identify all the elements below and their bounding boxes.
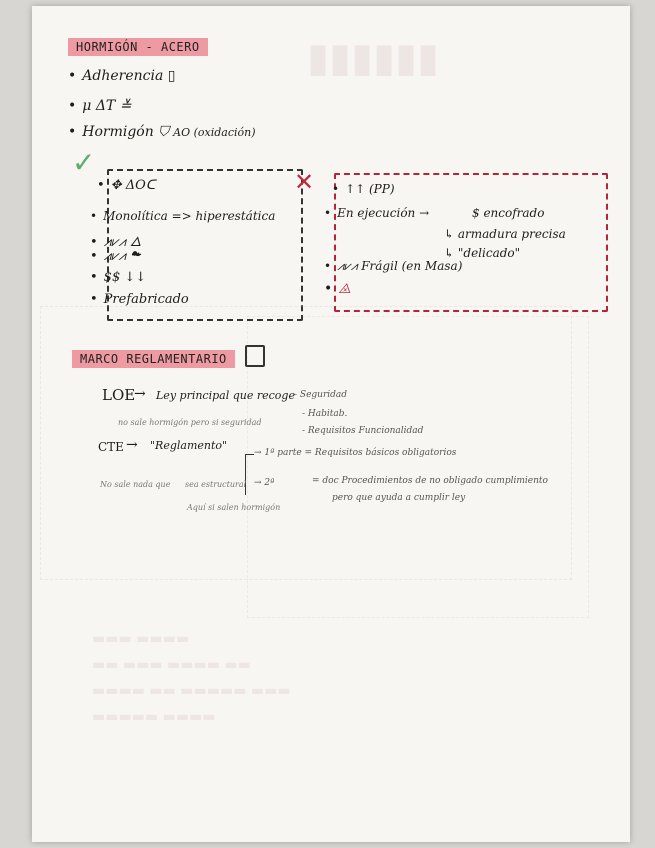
cte-label: CTE — [98, 440, 124, 454]
section-title-marco: MARCO REGLAMENTARIO — [72, 350, 235, 368]
advantage-fire: • ⩘⩗⩘ 🜂 — [90, 235, 142, 250]
cte-arrow: → — [126, 437, 138, 453]
disadvantage-crossed: • ⨻ — [324, 281, 351, 297]
crossed-triangle-icon: ⨻ — [338, 281, 351, 297]
loe-item-funcionalidad: - Requisitos Funcionalidad — [302, 426, 424, 436]
equal-icon: ≚ — [119, 98, 132, 114]
fire-icon: 🜂 — [129, 235, 142, 250]
item-hormigon: • Hormigón ⛉ AO (oxidación) — [68, 124, 256, 140]
cloud-sun-icon: ☁ — [129, 249, 141, 264]
loe-item-habitab: - Habitab. — [302, 409, 348, 419]
note-hormigon: Aquí si salen hormigón — [187, 503, 281, 512]
bleed-through-block: ▬▬▬ ▬▬▬▬ ▬▬ ▬▬▬ ▬▬▬▬ ▬▬ ▬▬▬▬ ▬▬ ▬▬▬▬▬ ▬▬▬ ▬▬▬▬▬ ▬▬▬▬ — [92, 631, 291, 725]
bandage-icon: ▯ — [167, 68, 176, 84]
disadvantage-armadura: ↳ armadura precisa — [444, 227, 566, 241]
note-no-sale: No sale nada que sea estructural — [100, 480, 247, 489]
bleed-through-frame-2 — [247, 316, 589, 618]
loe-desc: Ley principal que recoge — [156, 389, 295, 402]
item-adherencia: • Adherencia ▯ — [68, 68, 176, 84]
section-title-hormigon-acero: HORMIGÓN - ACERO — [68, 38, 208, 56]
disadvantage-fragil: • ⩘⩗⩘ Frágil (en Masa) — [324, 259, 463, 273]
check-mark: ✓ — [72, 146, 96, 179]
cte-parte1: → 1ª parte = Requisitos básicos obligatorios — [254, 448, 457, 458]
loe-arrow: → — [134, 386, 146, 402]
shield-icon: ⛉ — [158, 124, 169, 140]
resistor-icon-2: ⩘⩗⩘ — [103, 249, 126, 264]
advantage-monolitica: • Monolítica => hiperestática — [90, 209, 276, 223]
bleed-through-title: ▮▮▮▮▮▮ — [307, 34, 440, 81]
paper-sheet — [32, 6, 630, 842]
disadvantage-delicado: ↳ "delicado" — [444, 246, 521, 260]
advantage-cost: • $$ ↓↓ — [90, 270, 147, 285]
advantage-weather: • ⩘⩗⩘ ☁ — [90, 249, 141, 264]
disadvantage-encofrado: $ encofrado — [472, 206, 545, 220]
cross-mark: ✕ — [294, 168, 315, 196]
resistor-icon-3: ⩘⩗⩘ — [337, 259, 358, 273]
cte-parte2: → 2ª — [254, 478, 275, 488]
loe-label: LOE — [102, 386, 136, 404]
advantage-shapes: • ✥ ΔOᑕ — [97, 178, 156, 193]
puzzle-icon: ✥ — [110, 178, 122, 193]
cte-parte2-desc: = doc Procedimientos de no obligado cumplimiento — [312, 476, 548, 486]
resistor-icon: ⩘⩗⩘ — [103, 235, 126, 250]
loe-item-seguridad: - Seguridad — [294, 390, 348, 400]
note-seguridad: no sale hormigón pero si seguridad — [118, 418, 262, 427]
advantage-prefabricado: • Prefabricado — [90, 292, 189, 307]
cte-desc: "Reglamento" — [150, 439, 228, 452]
item-thermal: • μ ΔT ≚ — [68, 98, 132, 114]
cte-parte2-desc2: pero que ayuda a cumplir ley — [332, 493, 466, 503]
disadvantage-weight: • ↑↑ (PP) — [332, 182, 395, 196]
disadvantage-ejecucion: • En ejecución → — [324, 206, 430, 220]
